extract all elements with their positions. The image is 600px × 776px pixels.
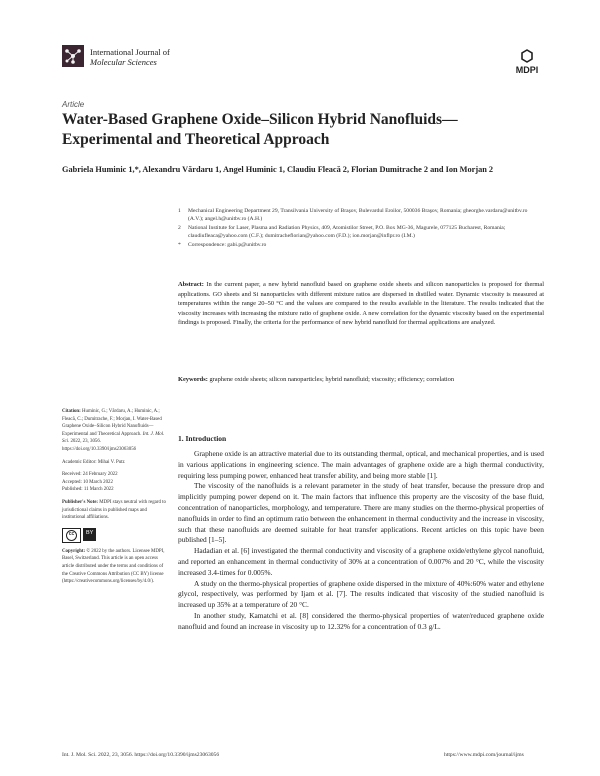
copyright-label: Copyright:: [62, 548, 86, 554]
section-title: 1. Introduction: [178, 434, 227, 443]
affiliation-item: [178, 207, 538, 224]
cc-icon: [62, 528, 81, 543]
journal-logo-icon: [62, 45, 84, 67]
journal-name-line2: Molecular Sciences: [90, 57, 157, 67]
abstract: [178, 280, 544, 328]
affiliation-number: 2: [178, 224, 181, 231]
cc-license-badge[interactable]: [62, 528, 166, 543]
accepted-date: Accepted: 10 March 2022: [62, 479, 113, 485]
received-date: Received: 24 February 2022: [62, 472, 118, 478]
citation-doi[interactable]: 2022, 23, 3056. https://doi.org/10.3390/ijms23063056: [62, 439, 137, 452]
keywords-label: Keywords:: [178, 376, 208, 383]
copyright: [62, 548, 166, 586]
correspondence-text: Correspondence: gabi.p@unitbv.ro: [188, 241, 267, 248]
citation: [62, 408, 166, 454]
academic-editor: Academic Editor: Mihai V. Putz: [62, 459, 125, 465]
affiliation-text: National Institute for Laser, Plasma and Radiation Physics, 409, Atomistilor Street, P.O. Box MG-36, Magurele, 077125 Bucharest, Romania; claudiufleaca@yahoo.com (C.F.); dumitracheflorian@yahoo.com (F.D.); ion.morjan@inflpr.ro (I.M.): [188, 224, 506, 240]
article-title: Water-Based Graphene Oxide–Silicon Hybrid Nanofluids—Experimental and Theoretical Approach: [62, 111, 458, 148]
footer-citation: Int. J. Mol. Sci. 2022, 23, 3056. https://doi.org/10.3390/ijms23063056: [62, 752, 220, 758]
article-type: Article: [62, 100, 85, 109]
abstract-label: Abstract:: [178, 281, 204, 288]
publisher-note-text: MDPI stays neutral with regard to jurisdictional claims in published maps and institutional affiliations.: [62, 499, 166, 521]
citation-journal: Int. J. Mol. Sci.: [62, 431, 165, 445]
abstract-text: In the current paper, a new hybrid nanofluid based on graphene oxide sheets and silicon nanoparticles is proposed for thermal applications. GO sheets and Si nanoparticles with different mixture ratios are dispersed in distilled water. Dynamic viscosity is measured at temperatures within the range 20–50 °C and the values are compared to the results available in the literature. The results indicated that the viscosity increases with increasing the mixture ratio of graphene oxide. A new correlation for the dynamic viscosity based on the experimental findings is proposed. Finally, the criteria for the performance of new hybrid nanofluid for thermal applications are analyzed.: [178, 281, 544, 327]
sidebar: [62, 408, 166, 586]
published-date: Published: 11 March 2022: [62, 487, 114, 493]
mdpi-logo[interactable]: [506, 49, 548, 75]
journal-name-line1: International Journal of: [90, 47, 170, 57]
mdpi-logo-text: MDPI: [515, 65, 539, 75]
body-paragraph: A study on the thermo-physical properties of graphene oxide dispersed in the mixture of 40%:60% water and ethylene glycol, respectively, was performed by Ijam et al. [7]. The results indicated that viscosity of the studied nanofluid is increased up 35% at a temperature of 20 °C.: [178, 578, 544, 610]
keywords-text: graphene oxide sheets; silicon nanoparticles; hybrid nanofluid; viscosity; efficiency; correlation: [209, 376, 455, 383]
cc-by-label: BY: [83, 528, 96, 541]
body-paragraph: Hadadian et al. [6] investigated the thermal conductivity and viscosity of a graphene oxide/ethylene glycol nanofluid, and reported an enhancement in thermal conductivity of 30% at a concentration of 0.007% and 20 °C, while the viscosity increased 3.4-times for 0.005%.: [178, 546, 544, 577]
citation-text: Huminic, G.; Vărdaru, A.; Huminic, A.; Fleacă, C.; Dumitrache, F.; Morjan, I. Water-Based Graphene Oxide–Silicon Hybrid Nanofluids—Experimental and Theoretical Approach.: [62, 409, 162, 437]
body-paragraph: In another study, Kamatchi et al. [8] considered the thermo-physical properties of water/reduced graphene oxide nanofluid and found an increase in viscosity up to 12.32% for a concentration of 0.3 g/L.: [178, 610, 544, 631]
body-paragraph: The viscosity of the nanofluids is a relevant parameter in the study of heat transfer, because the pressure drop and implicitly pumping power depend on it. The main factors that influence this property are the viscosity of the base fluid, concentration of nanoparticles, morphology, and temperature. There are many studies on the thermo-physical properties of nanofluids in order to find an optimum ratio between the enhancement in thermal conductivity and the increase in viscosity, such that these nanofluids are deemed suitable for heat transfer applications. Recent articles on this topic have been published [1–5].: [178, 481, 544, 545]
author-list: Gabriela Huminic 1,*, Alexandru Vărdaru 1, Angel Huminic 1, Claudiu Fleacă 2, Florian Dumitrache 2 and Ion Morjan 2: [62, 165, 494, 174]
affiliation-text: Mechanical Engineering Department 29, Transilvania University of Braşov, Bulevardul Eroilor, 500036 Braşov, Romania; gheorghe.vardaru@unitbv.ro (A.V.); angel.h@unitbv.ro (A.H.): [188, 208, 528, 223]
affiliation-item: [178, 224, 538, 241]
citation-label: Citation:: [62, 409, 81, 414]
publisher-note-label: Publisher's Note:: [62, 499, 98, 505]
affiliation-number: 1: [178, 208, 181, 214]
keywords: [178, 375, 544, 385]
body-text: [178, 449, 544, 633]
affiliation-item: [178, 241, 538, 249]
journal-name: [90, 47, 170, 67]
publisher-note: [62, 499, 166, 522]
cc-circle-icon: cc: [66, 530, 77, 541]
affiliations: [178, 207, 538, 249]
body-paragraph: Graphene oxide is an attractive material due to its outstanding thermal, optical, and mechanical properties, and is used in various applications in engineering science. The main advantages of graphene oxide are a high thermal conductivity, requiring less pumping power, enhanced heat transfer ability, and being more stable [1].: [178, 449, 544, 480]
affiliation-number: *: [178, 241, 181, 248]
copyright-text: © 2022 by the authors. Licensee MDPI, Basel, Switzerland. This article is an open access article distributed under the terms and conditions of the Creative Commons Attribution (CC BY) license (https://creativecommons.org/licenses/by/4.0/).: [62, 548, 165, 585]
footer-journal-link[interactable]: https://www.mdpi.com/journal/ijms: [444, 752, 524, 758]
